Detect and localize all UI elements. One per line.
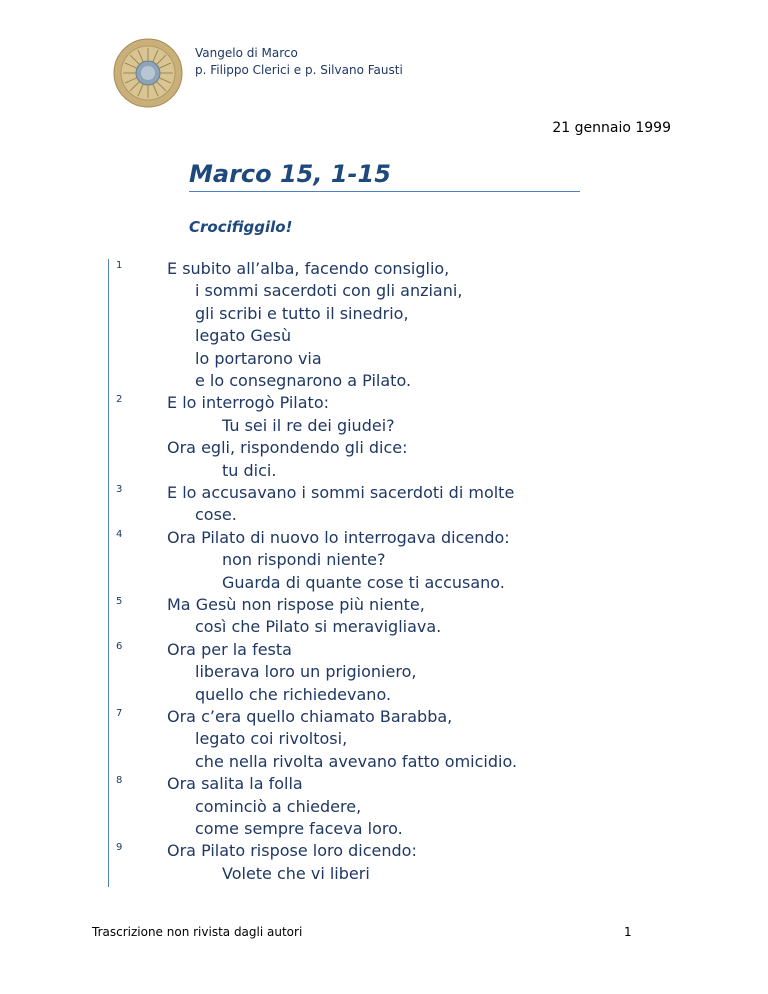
verse-line: e lo consegnarono a Pilato. — [195, 371, 412, 390]
verse-line: cose. — [195, 505, 237, 524]
verse-number: 3 — [116, 484, 123, 495]
verse-number: 1 — [116, 260, 123, 271]
verse-line: Ora egli, rispondendo gli dice: — [167, 438, 408, 457]
header-book-title: Vangelo di Marco — [195, 46, 298, 60]
verse-number: 8 — [116, 775, 123, 786]
section-subtitle: Crocifiggilo! — [189, 218, 293, 236]
verse-line: E lo accusavano i sommi sacerdoti di molte — [167, 483, 515, 502]
verse-line: che nella rivolta avevano fatto omicidio. — [195, 752, 518, 771]
verse-number: 4 — [116, 529, 123, 540]
verse-line: i sommi sacerdoti con gli anziani, — [195, 281, 463, 300]
verse-number: 2 — [116, 394, 123, 405]
verse-margin-rule — [108, 259, 109, 887]
footer-note: Trascrizione non rivista dagli autori — [92, 925, 303, 939]
verse-line: liberava loro un prigioniero, — [195, 662, 417, 681]
verse-line: legato coi rivoltosi, — [195, 729, 348, 748]
verse-line: gli scribi e tutto il sinedrio, — [195, 304, 409, 323]
page-title: Marco 15, 1-15 — [189, 160, 391, 188]
verse-number: 9 — [116, 842, 123, 853]
verse-line: lo portarono via — [195, 349, 322, 368]
verse-line: Ora c’era quello chiamato Barabba, — [167, 707, 453, 726]
verse-line: E lo interrogò Pilato: — [167, 393, 330, 412]
title-divider — [189, 191, 580, 192]
verse-line: Ora Pilato rispose loro dicendo: — [167, 841, 417, 860]
page-number: 1 — [624, 925, 632, 939]
verse-line: non rispondi niente? — [222, 550, 386, 569]
verse-line: tu dici. — [222, 461, 277, 480]
verse-number: 7 — [116, 708, 123, 719]
verse-line: legato Gesù — [195, 326, 292, 345]
verse-line: cominciò a chiedere, — [195, 797, 362, 816]
document-header — [195, 45, 403, 79]
header-authors: p. Filippo Clerici e p. Silvano Fausti — [195, 63, 403, 77]
verse-line: come sempre faceva loro. — [195, 819, 403, 838]
verse-line: Volete che vi liberi — [222, 864, 370, 883]
verse-line: Ora per la festa — [167, 640, 292, 659]
verse-line: Tu sei il re dei giudei? — [222, 416, 395, 435]
seal-logo-icon — [113, 38, 183, 108]
verse-line: quello che richiedevano. — [195, 685, 392, 704]
verse-line: Ora Pilato di nuovo lo interrogava dicendo: — [167, 528, 510, 547]
verse-number: 5 — [116, 596, 123, 607]
verse-line: Ora salita la folla — [167, 774, 303, 793]
verse-line: Ma Gesù non rispose più niente, — [167, 595, 425, 614]
verse-line: E subito all’alba, facendo consiglio, — [167, 259, 450, 278]
verse-line: così che Pilato si meravigliava. — [195, 617, 442, 636]
document-date: 21 gennaio 1999 — [552, 120, 671, 136]
verse-line: Guarda di quante cose ti accusano. — [222, 573, 505, 592]
verse-number: 6 — [116, 641, 123, 652]
